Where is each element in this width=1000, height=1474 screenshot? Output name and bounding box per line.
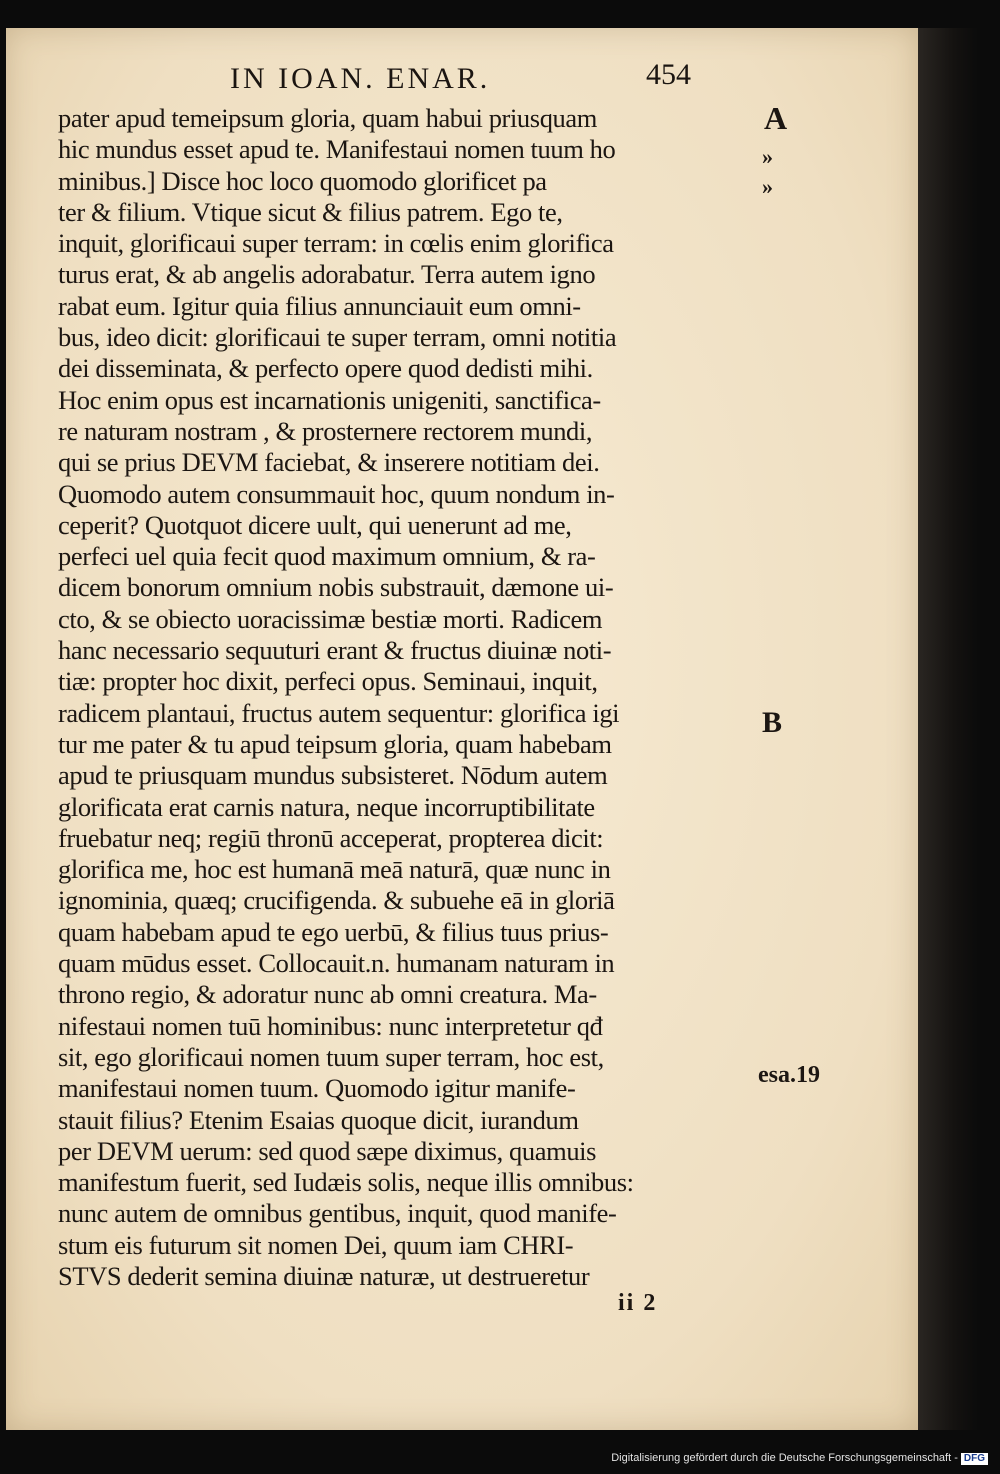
text-line: turus erat, & ab angelis adorabatur. Terra autem igno <box>58 259 596 290</box>
text-line: hanc necessario sequuturi erant & fructus diuinæ noti- <box>58 635 612 666</box>
text-line: bus, ideo dicit: glorificaui te super terram, omni notitia <box>58 322 617 353</box>
text-line: stauit filius? Etenim Esaias quoque dicit, iurandum <box>58 1104 579 1135</box>
text-line: re naturam nostram , & prosternere rectorem mundi, <box>58 415 593 446</box>
margin-letter-a: A <box>764 100 788 136</box>
text-line: manifestaui nomen tuum. Quomodo igitur manife- <box>58 1073 576 1104</box>
text-line: nifestaui nomen tuū hominibus: nunc interpretetur qđ <box>58 1010 603 1041</box>
text-line: qui se prius DEVM faciebat, & inserere notitiam dei. <box>58 447 600 478</box>
text-line: sit, ego glorificaui nomen tuum super terram, hoc est, <box>58 1041 604 1072</box>
running-head: IN IOAN. ENAR. <box>230 62 491 95</box>
text-line: dicem bonorum omnium nobis substrauit, dæmone ui- <box>58 572 614 603</box>
text-line: ceperit? Quotquot dicere uult, qui uenerunt ad me, <box>58 509 572 540</box>
text-line: STVS dederit semina diuinæ naturæ, ut destrueretur <box>58 1260 590 1291</box>
page-number: 454 <box>646 58 691 91</box>
text-line: cto, & se obiecto uoracissimæ bestiæ morti. Radicem <box>58 603 603 634</box>
text-line: manifestum fuerit, sed Iudæis solis, neque illis omnibus: <box>58 1167 634 1198</box>
text-line: dei disseminata, & perfecto opere quod dedisti mihi. <box>58 353 593 384</box>
text-line: pater apud temeipsum gloria, quam habui priusquam <box>58 103 597 133</box>
text-line: apud te priusquam mundus subsisteret. Nōdum autem <box>58 760 608 791</box>
text-line: radicem plantaui, fructus autem sequentur: glorifica igi <box>58 697 620 728</box>
dfg-logo: DFG <box>961 1453 988 1465</box>
page-gutter <box>918 28 978 1430</box>
text-line: glorificata erat carnis natura, neque incorruptibilitate <box>58 791 595 822</box>
margin-quote-mark: » <box>762 144 773 169</box>
credit-text: Digitalisierung gefördert durch die Deutsche Forschungsgemeinschaft - <box>611 1452 958 1464</box>
text-line: Quomodo autem consummauit hoc, quum nondum in- <box>58 478 615 509</box>
text-line: hic mundus esset apud te. Manifestaui nomen tuum ho <box>58 134 616 165</box>
text-line: per DEVM uerum: sed quod sæpe diximus, quamuis <box>58 1135 597 1166</box>
digitization-credit <box>0 1452 988 1465</box>
text-line: stum eis futurum sit nomen Dei, quum iam CHRI- <box>58 1229 574 1260</box>
margin-quote-mark: » <box>762 174 773 199</box>
text-line: perfeci uel quia fecit quod maximum omnium, & ra- <box>58 541 596 572</box>
text-line: ter & filium. Vtique sicut & filius patrem. Ego te, <box>58 196 563 227</box>
text-line: tiæ: propter hoc dixit, perfeci opus. Seminaui, inquit, <box>58 666 598 697</box>
text-line: fruebatur neq; regiū thronū acceperat, propterea dicit: <box>58 822 604 853</box>
text-line: minibus.] Disce hoc loco quomodo glorificet pa <box>58 165 547 196</box>
text-line: throno regio, & adoratur nunc ab omni creatura. Ma- <box>58 979 597 1010</box>
text-line: tur me pater & tu apud teipsum gloria, quam habebam <box>58 728 612 759</box>
text-line: quam habebam apud te ego uerbū, & filius tuus prius- <box>58 916 609 947</box>
signature-mark: ii 2 <box>618 1290 658 1316</box>
text-line: ignominia, quæq; crucifigenda. & subuehe eā in gloriā <box>58 885 615 916</box>
body-text <box>58 103 748 1292</box>
text-line: nunc autem de omnibus gentibus, inquit, quod manife- <box>58 1198 617 1229</box>
margin-reference: esa.19 <box>758 1062 820 1088</box>
text-line: rabat eum. Igitur quia filius annunciauit eum omni- <box>58 290 581 321</box>
text-line: Hoc enim opus est incarnationis unigeniti, sanctifica- <box>58 384 601 415</box>
text-line: glorifica me, hoc est humanā meā naturā, quæ nunc in <box>58 854 611 885</box>
text-line: inquit, glorificaui super terram: in cœlis enim glorifica <box>58 228 614 259</box>
text-line: quam mūdus esset. Collocauit.n. humanam naturam in <box>58 948 615 979</box>
margin-letter-b: B <box>762 706 783 739</box>
